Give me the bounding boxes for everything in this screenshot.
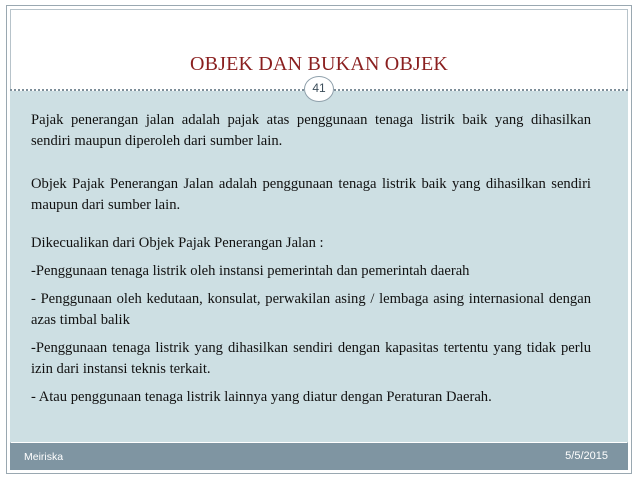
list-item: -Penggunaan tenaga listrik oleh instansi pemerintah dan pemerintah daerah — [31, 263, 470, 279]
footer-band — [10, 443, 628, 470]
footer-date: 5/5/2015 — [565, 450, 608, 462]
footer-author: Meiriska — [24, 451, 64, 463]
page-number-badge: 41 — [304, 76, 334, 102]
slide-body — [31, 110, 591, 408]
paragraph-object: Objek Pajak Penerangan Jalan adalah penggunaan tenaga listrik baik yang dihasilkan sendiri maupun dari sumber lain. — [31, 176, 591, 213]
list-item: - Atau penggunaan tenaga listrik lainnya yang diatur dengan Peraturan Daerah. — [31, 389, 492, 405]
slide-title: OBJEK DAN BUKAN OBJEK — [189, 53, 449, 75]
paragraph-exclusions-heading: Dikecualikan dari Objek Pajak Penerangan Jalan : — [31, 235, 324, 251]
list-item: -Penggunaan tenaga listrik yang dihasilkan sendiri dengan kapasitas tertentu yang tidak perlu izin dari instansi teknis terkait. — [31, 340, 591, 377]
list-item: - Penggunaan oleh kedutaan, konsulat, perwakilan asing / lembaga asing internasional dengan azas timbal balik — [31, 291, 591, 328]
paragraph-definition: Pajak penerangan jalan adalah pajak atas penggunaan tenaga listrik baik yang dihasilkan sendiri maupun diperoleh dari sumber lain. — [31, 112, 591, 149]
